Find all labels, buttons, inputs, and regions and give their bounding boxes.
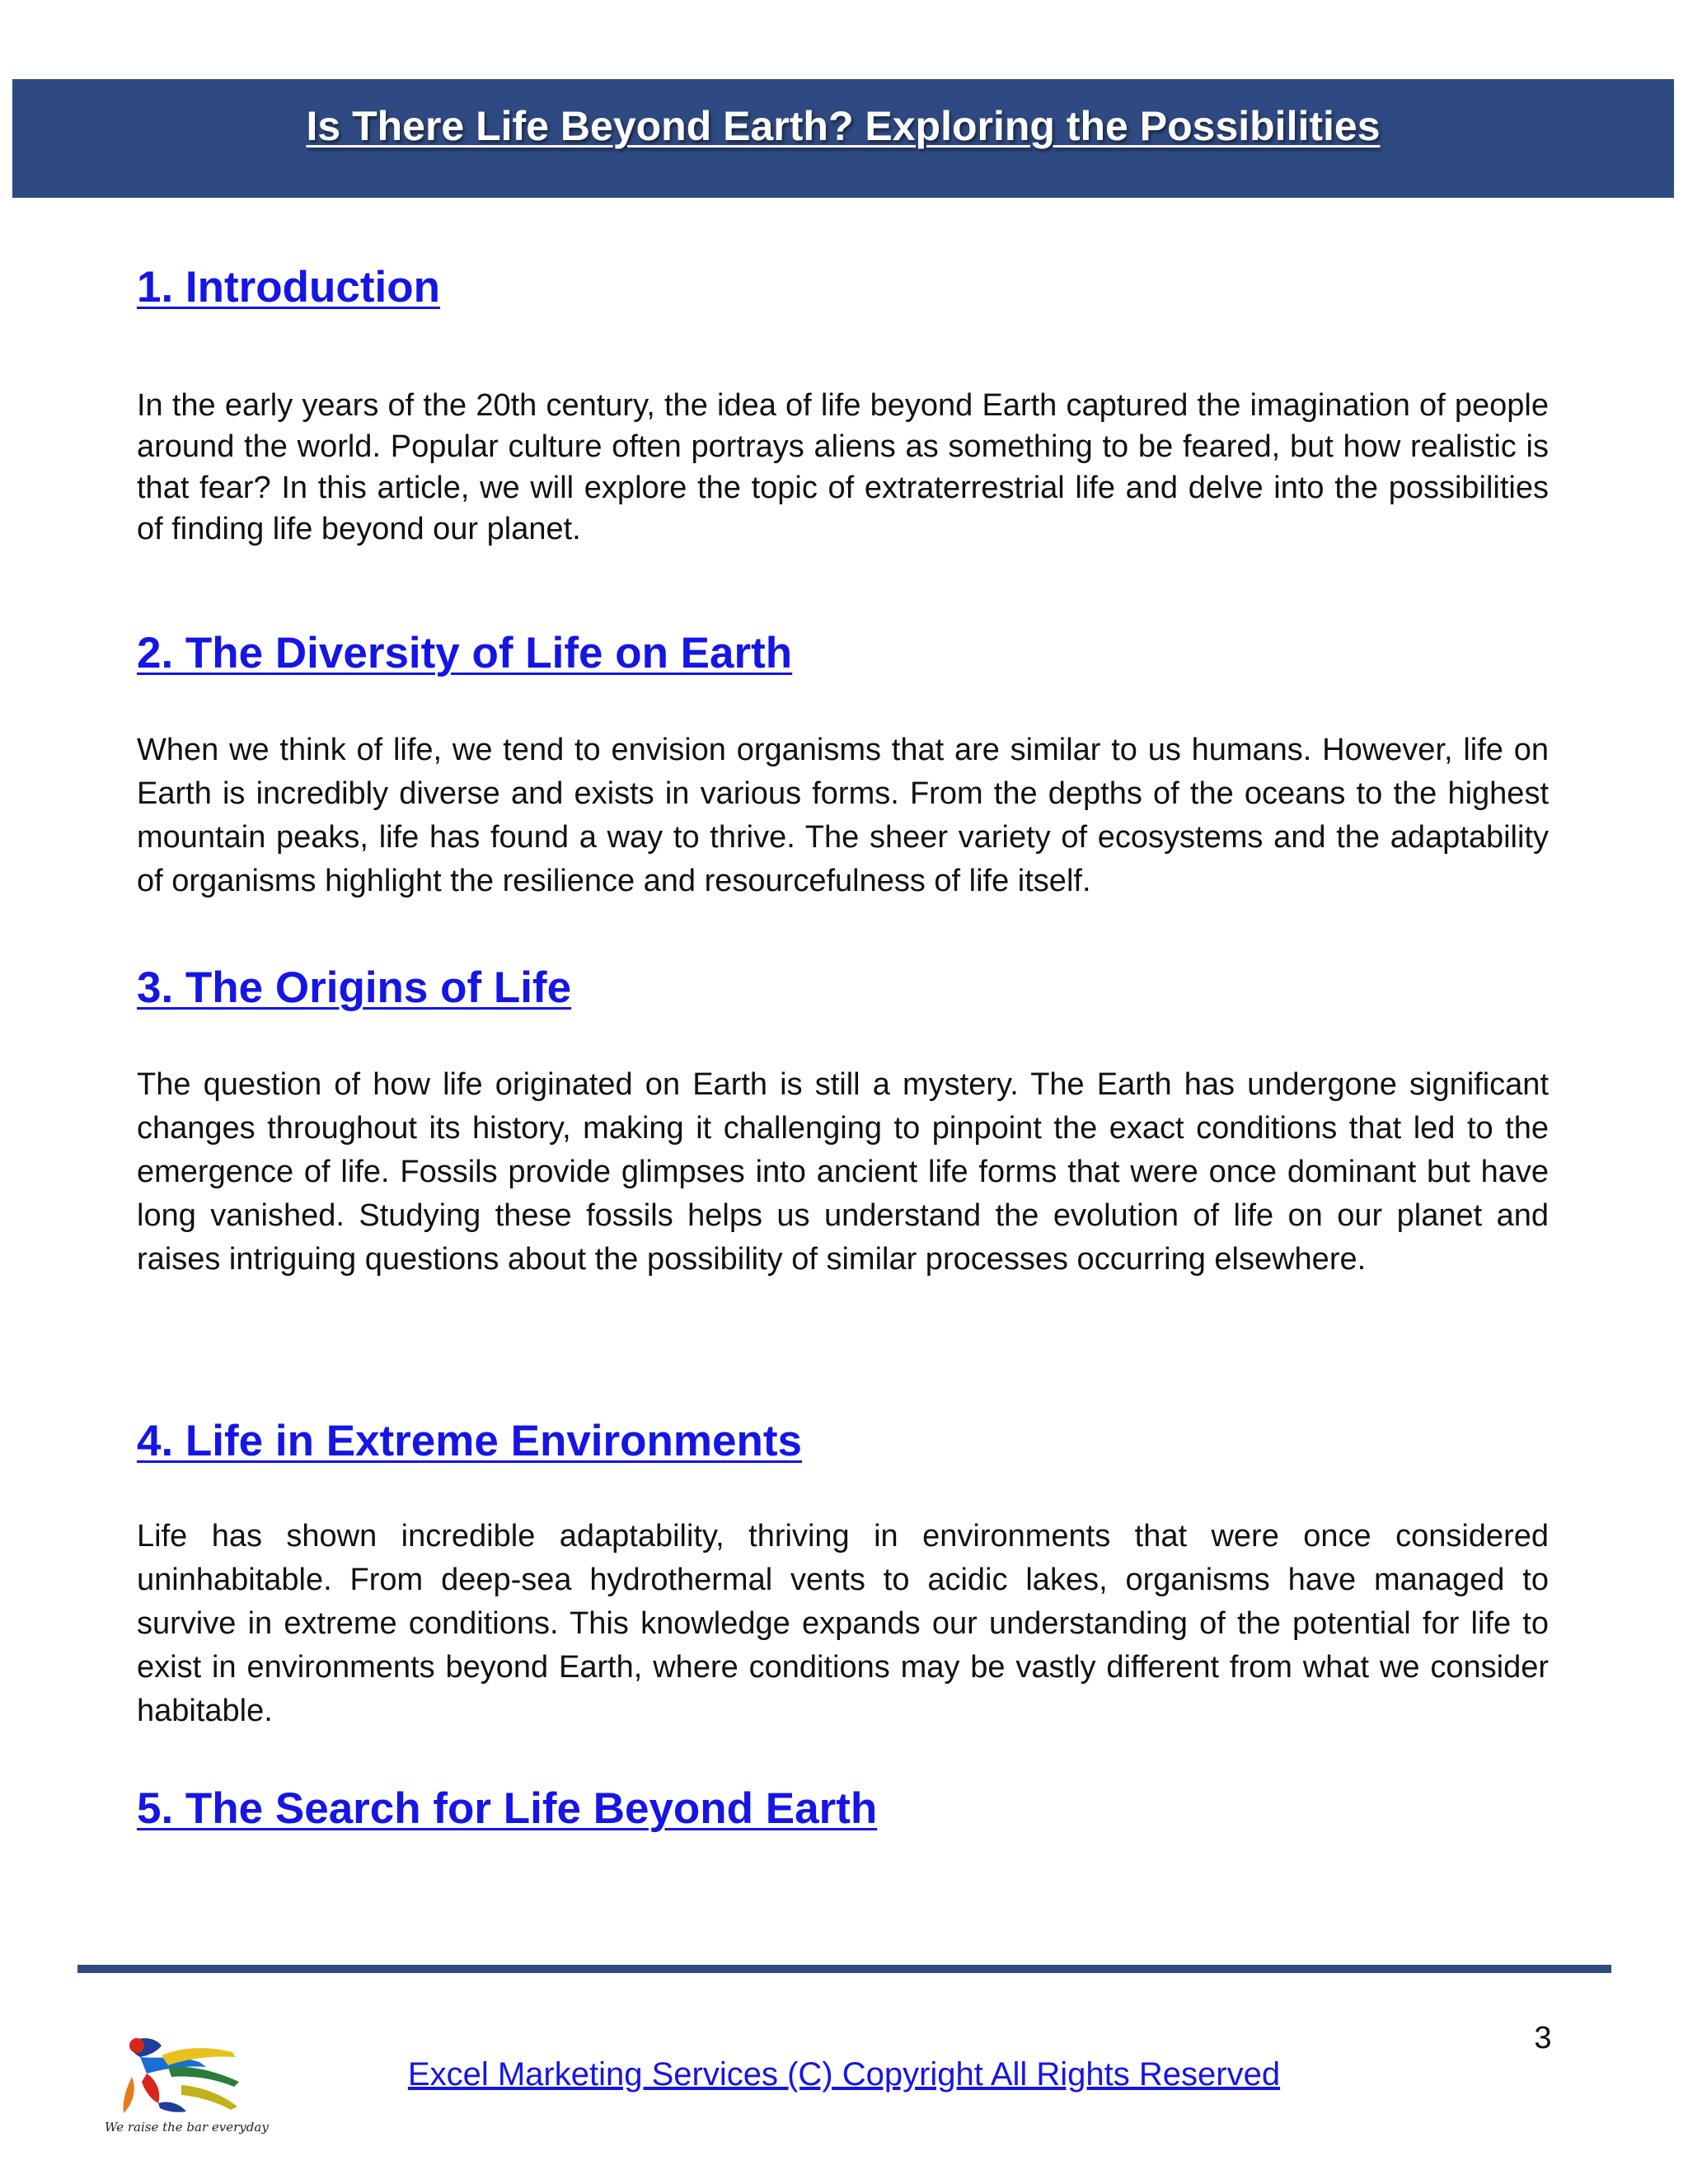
section-heading-diversity: 2. The Diversity of Life on Earth xyxy=(137,629,793,677)
section-body-extreme-environments: Life has shown incredible adaptability, thriving in environments that were once considered uninhabitable. From deep-sea hydrothermal vents to acidic lakes, organisms have managed to survive in extreme conditions. This knowledge expands our understanding of the potential for life to exist in environments beyond Earth, where conditions may be vastly different from what we consider habitable. xyxy=(137,1519,1549,1728)
header-banner xyxy=(12,79,1674,198)
section-heading-origins: 3. The Origins of Life xyxy=(137,963,572,1012)
copyright-link[interactable]: Excel Marketing Services (C) Copyright All Rights Reserved xyxy=(407,2056,1281,2093)
logo-tagline: We raise the bar everyday xyxy=(105,2120,269,2135)
page-title: Is There Life Beyond Earth? Exploring the Possibilities xyxy=(306,103,1381,149)
footer-rule xyxy=(77,1965,1611,1973)
section-heading-extreme-environments: 4. Life in Extreme Environments xyxy=(137,1417,803,1465)
section-body-diversity: When we think of life, we tend to envision organisms that are similar to us humans. However, life on Earth is incredibly diverse and exists in various forms. From the depths of the oceans to the highest mountain peaks, life has found a way to thrive. The sheer variety of ecosystems and the adaptability of organisms highlight the resilience and resourcefulness of life itself. xyxy=(137,733,1549,898)
section-body-origins: The question of how life originated on Earth is still a mystery. The Earth has undergone significant changes throughout its history, making it challenging to pinpoint the exact conditions that led to the emergence of life. Fossils provide glimpses into ancient life forms that were once dominant but have long vanished. Studying these fossils helps us understand the evolution of life on our planet and raises intriguing questions about the possibility of similar processes occurring elsewhere. xyxy=(137,1067,1549,1277)
section-body-introduction: In the early years of the 20th century, the idea of life beyond Earth captured the imagination of people around the world. Popular culture often portrays aliens as something to be feared, but how realistic is that fear? In this article, we will explore the topic of extraterrestrial life and delve into the possibilities of finding life beyond our planet. xyxy=(137,388,1549,546)
section-heading-introduction: 1. Introduction xyxy=(137,263,441,312)
page-number: 3 xyxy=(1534,2021,1552,2055)
logo-figure-icon xyxy=(123,2038,239,2113)
section-heading-search: 5. The Search for Life Beyond Earth xyxy=(137,1784,878,1833)
